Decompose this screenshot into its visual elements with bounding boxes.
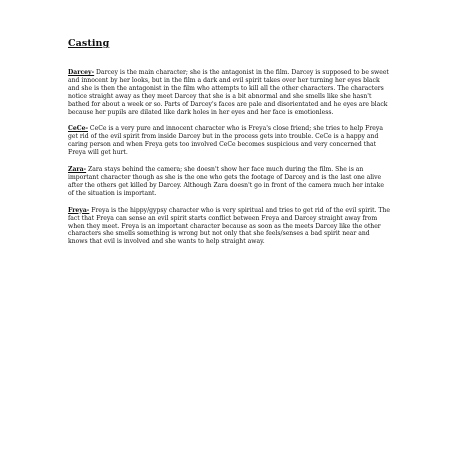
character-entry-darcey <box>68 69 390 116</box>
character-entry-zara <box>68 166 390 198</box>
document-page <box>68 38 390 255</box>
page-title: Casting <box>68 38 110 49</box>
character-entry-cece <box>68 125 390 157</box>
character-description-cece: CeCe is a very pure and innocent character who is Freya's close friend; she tries to help Freya get rid of the evil spirit from inside Darcey but in the process gets into trouble. CeCe is a happy and caring person and when Freya gets too involved CeCe becomes suspicious and very concerned that Freya will get hurt. <box>68 125 383 157</box>
character-name-zara: Zara- <box>68 166 87 174</box>
character-entry-freya <box>68 207 390 247</box>
character-description-darcey: Darcey is the main character; she is the antagonist in the film. Darcey is supposed to be sweet and innocent by her looks, but in the film a dark and evil spirit takes over her turning her eyes black and she is then the antagonist in the film who attempts to kill all the other characters. The characters notice straight away as they meet Darcey that she is a bit abnormal and she smells like she hasn't bathed for about a week or so. Parts of Darcey's faces are pale and disorientated and he eyes are black because her pupils are dilated like dark holes in her eyes and her face is emotionless. <box>68 69 389 116</box>
character-description-freya: Freya is the hippy/gypsy character who is very spiritual and tries to get rid of the evil spirit. The fact that Freya can sense an evil spirit starts conflict between Freya and Darcey straight away from when they meet. Freya is an important character because as soon as the meets Darcey like the other characters she smells something is wrong but not only that she feels/senses a bad spirit near and knows that evil is involved and she wants to help straight away. <box>68 206 390 246</box>
character-name-darcey: Darcey- <box>68 69 95 76</box>
character-description-zara: Zara stays behind the camera; she doesn't show her face much during the film. She is an important character though as she is the one who gets the footage of Darcey and is the last one alive after the others get killed by Darcey. Although Zara doesn't go in front of the camera much her intake of the situation is important. <box>68 166 384 197</box>
character-name-freya: Freya- <box>68 206 90 214</box>
character-name-cece: CeCe- <box>68 125 88 133</box>
